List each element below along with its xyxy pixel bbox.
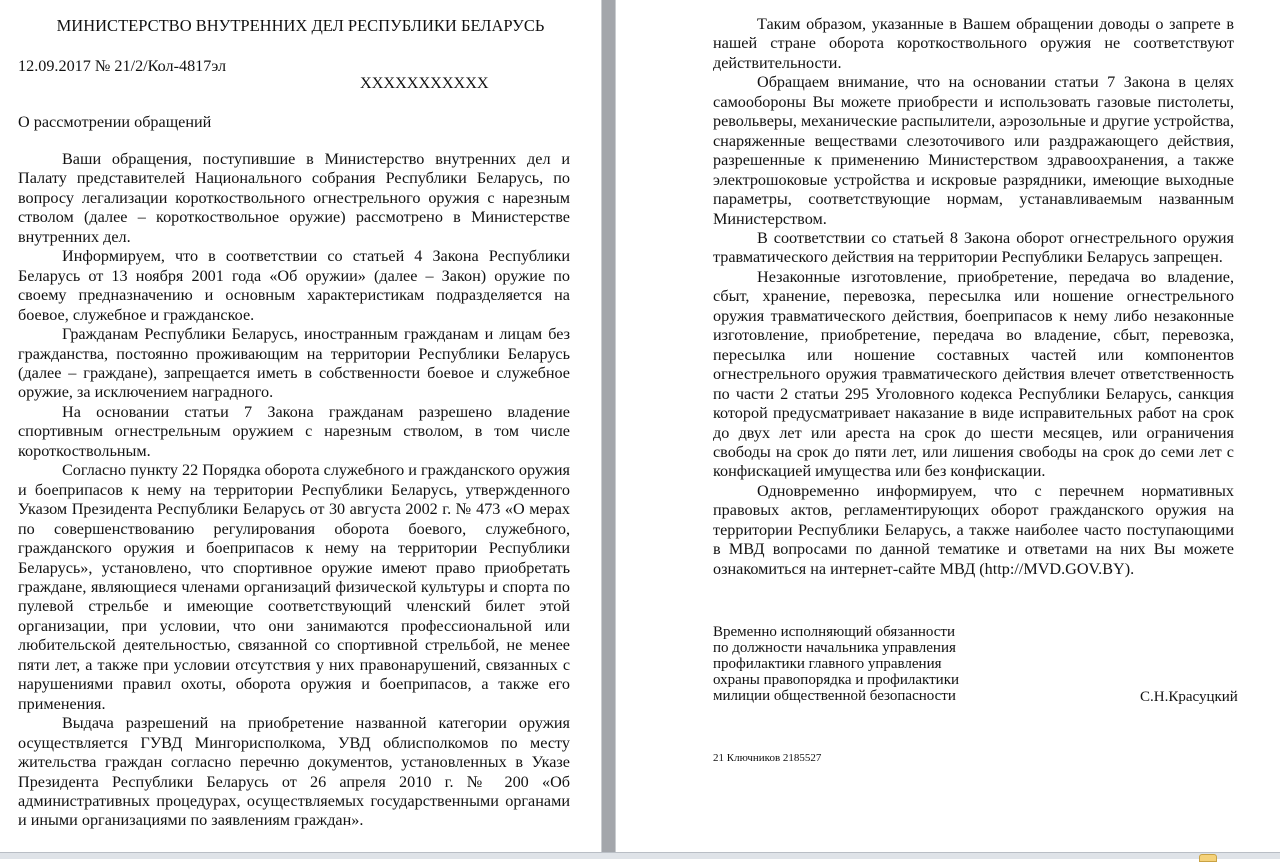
ministry-header: МИНИСТЕРСТВО ВНУТРЕННИХ ДЕЛ РЕСПУБЛИКИ БЕЛАРУСЬ — [56, 16, 545, 35]
addressee: XXXXXXXXXXX — [360, 74, 489, 92]
paragraph: Информируем, что в соответствии со статьей 4 Закона Республики Беларусь от 13 ноября 2001 года «Об оружии» (далее – Закон) оружие по своему предназначению и основным характеристикам подразделяется на боевое, служебное и гражданское. — [18, 247, 570, 324]
paragraph: Согласно пункту 22 Порядка оборота служебного и гражданского оружия и боеприпасов к нему на территории Республики Беларусь, утвержденного Указом Президента Республики Беларусь от 30 августа 2002 г. № 473 «О мерах по совершенствованию регулирования оборота боевого, служебного, гражданского оружия и боеприпасов к нему на территории Республики Беларусь», установлено, что спортивное оружие имеют право приобретать граждане, являющиеся членами организаций физической культуры и спорта по пулевой стрельбе и имеющие соответствующий членский билет этой организации, при условии, что они занимаются профессиональной или любительской деятельностью, связанной со спортивной стрельбой, не менее пяти лет, а также при условии отсутствия у них правонарушений, связанных с нарушениями правил охоты, оборота оружия и боеприпасов, а также его применения. — [18, 461, 570, 713]
signature-line: профилактики главного управления — [713, 656, 942, 672]
date-number: 12.09.2017 № 21/2/Кол-4817эл — [18, 57, 227, 75]
page-separator — [601, 0, 616, 852]
paragraph: Обращаем внимание, что на основании статьи 7 Закона в целях самообороны Вы можете приобрести и использовать газовые пистолеты, револьверы, механические распылители, аэрозольные и другие устройства, снаряженные веществами слезоточивого или раздражающего действия, разрешенные к применению Министерством здравоохранения, а также электрошоковые устройства и искровые разрядники, имеющие выходные параметры, соответствующие нормам, устанавливаемым названным Министерством. — [713, 73, 1234, 228]
subject-line: О рассмотрении обращений — [18, 113, 212, 131]
signature-line: охраны правопорядка и профилактики — [713, 672, 960, 688]
paragraph: Таким образом, указанные в Вашем обращении доводы о запрете в нашей стране оборота короткоствольного оружия не соответствуют действительности. — [713, 15, 1234, 72]
paragraph: Выдача разрешений на приобретение названной категории оружия осуществляется ГУВД Мингорисполкома, УВД облисполкомов по месту жительства граждан согласно перечню документов, установленных в Указе Президента Республики Беларусь от 26 апреля 2010 г. № 200 «Об административных процедурах, осуществляемых государственными органами и иными организациями по заявлениям граждан». — [18, 714, 570, 830]
letter-body-page-1 — [18, 150, 570, 831]
signature-line: Временно исполняющий обязанности — [713, 624, 956, 640]
executor-note: 21 Ключников 2185527 — [713, 752, 822, 764]
letter-body-page-2 — [713, 15, 1234, 579]
paragraph: Незаконные изготовление, приобретение, передача во владение, сбыт, хранение, перевозка, пересылка или ношение огнестрельного оружия травматического действия, боеприпасов к нему либо незаконные изготовление, приобретение, передача во владение, сбыт, перевозка, пересылка или ношение составных частей или компонентов огнестрельного оружия травматического действия влечет ответственность по части 2 статьи 295 Уголовного кодекса Республики Беларусь, санкция которой предусматривает наказание в виде исправительных работ на срок до двух лет или ареста на срок до шести месяцев, или ограничения свободы на срок до пяти лет, или лишения свободы на срок до семи лет с конфискацией имущества или без конфискации. — [713, 267, 1234, 481]
status-indicator-icon[interactable] — [1199, 854, 1217, 862]
signature-position — [713, 624, 1013, 704]
paragraph: В соответствии со статьей 8 Закона оборот огнестрельного оружия травматического действия на территории Республики Беларусь запрещен. — [713, 228, 1234, 267]
signature-line: по должности начальника управления — [713, 640, 956, 656]
paragraph: На основании статьи 7 Закона гражданам разрешено владение спортивным огнестрельным оружием с нарезным стволом, в том числе короткоствольным. — [18, 402, 570, 460]
document-page-1 — [0, 0, 601, 852]
signature-line: милиции общественной безопасности — [713, 688, 956, 704]
paragraph: Одновременно информируем, что с перечнем нормативных правовых актов, регламентирующих оборот гражданского оружия на территории Республики Беларусь, а также наиболее часто поступающими в МВД вопросами по данной тематике и ответами на них Вы можете ознакомиться на интернет-сайте МВД (http://MVD.GOV.BY). — [713, 481, 1234, 578]
paragraph: Ваши обращения, поступившие в Министерство внутренних дел и Палату представителей Национального собрания Республики Беларусь, по вопросу легализации короткоствольного огнестрельного оружия с нарезным стволом (далее – короткоствольное оружие) рассмотрено в Министерстве внутренних дел. — [18, 150, 570, 246]
paragraph: Гражданам Республики Беларусь, иностранным гражданам и лицам без гражданства, постоянно проживающим на территории Республики Беларусь (далее – граждане), запрещается иметь в собственности боевое и служебное оружие, за исключением наградного. — [18, 325, 570, 402]
signature-name: С.Н.Красуцкий — [1140, 689, 1238, 705]
document-page-2 — [616, 0, 1280, 852]
